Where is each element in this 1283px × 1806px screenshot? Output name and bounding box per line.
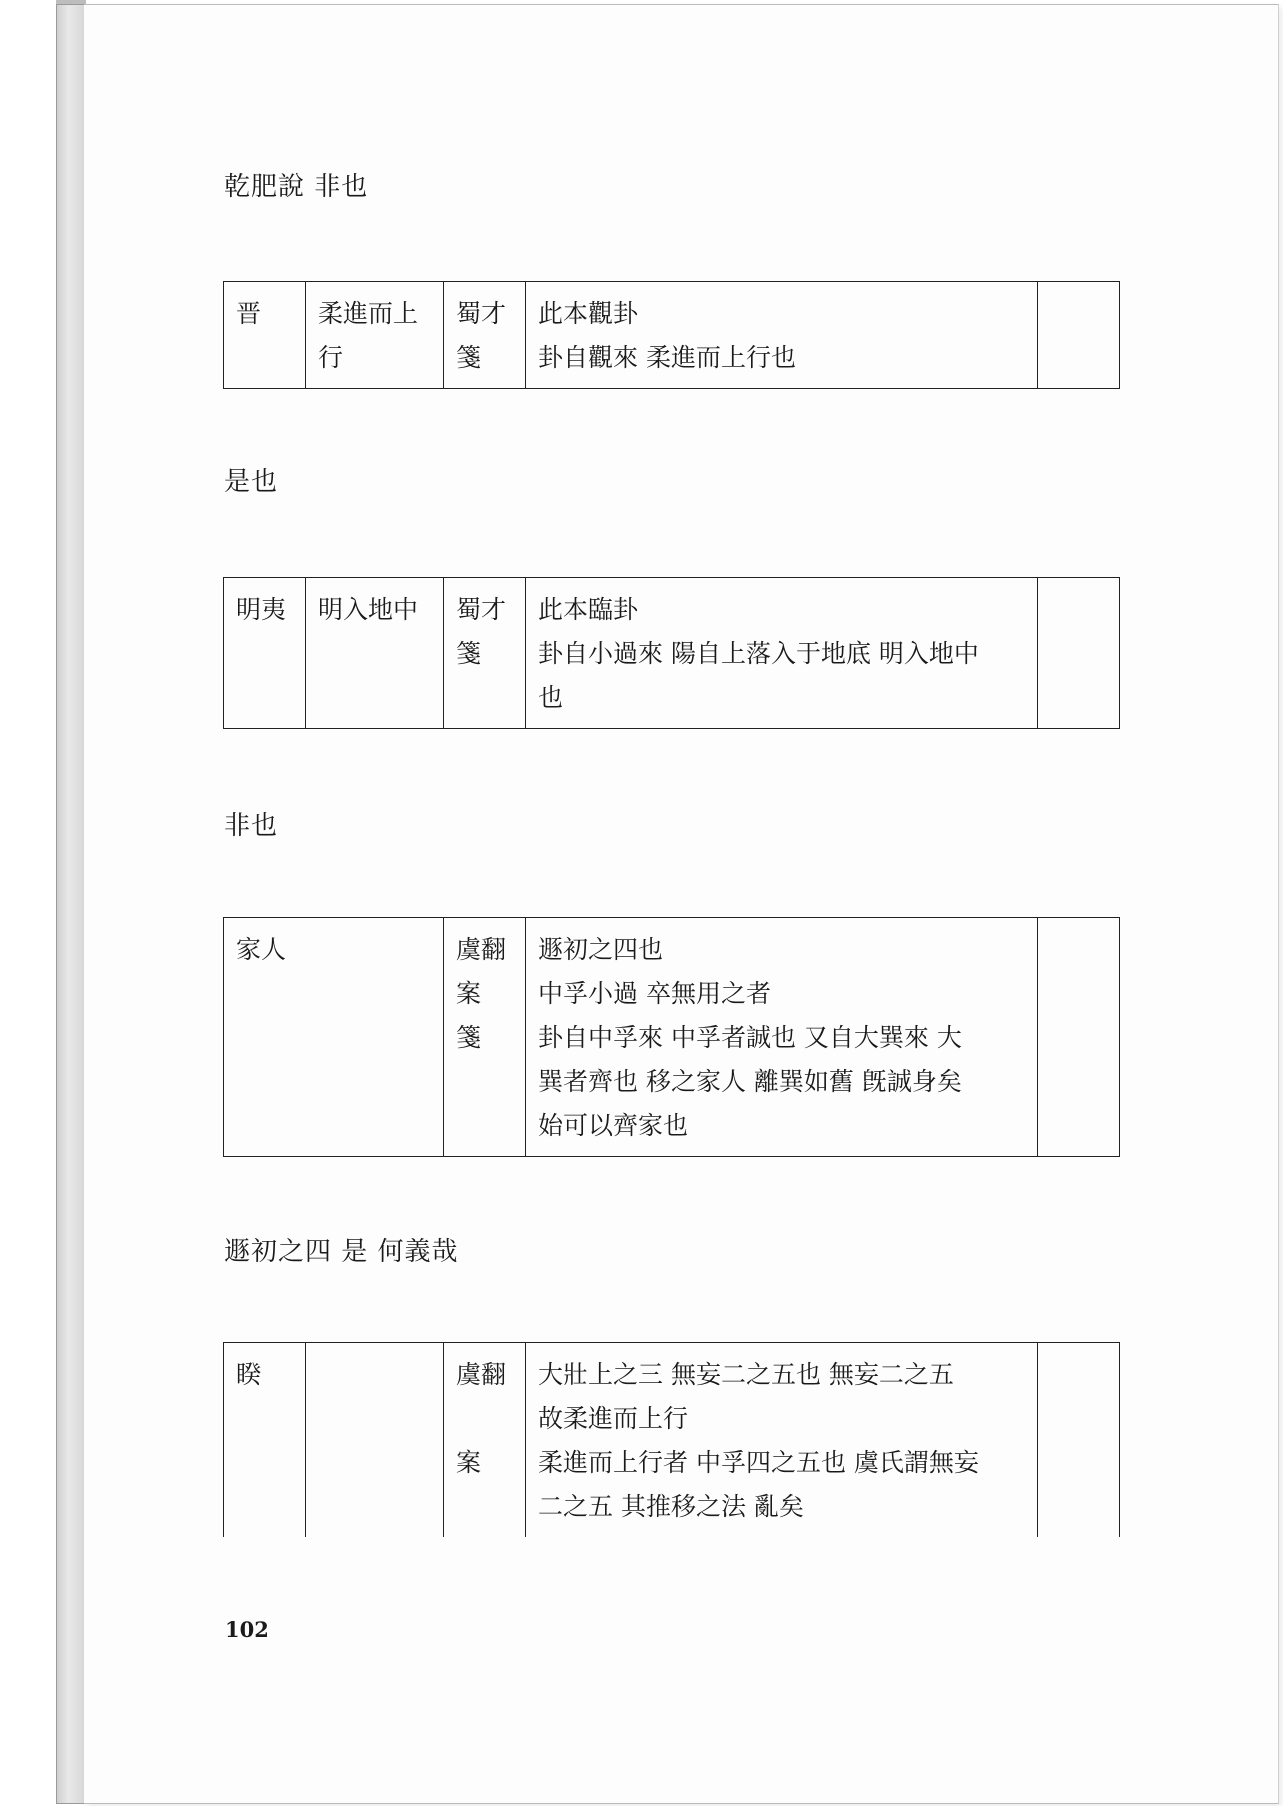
- phrase-cell: [306, 1343, 444, 1538]
- table-row: [224, 918, 1120, 1157]
- phrase-cell: 明入地中: [306, 578, 444, 729]
- extra-cell: [1038, 578, 1120, 729]
- entry-table-mingyi: [223, 577, 1120, 729]
- paragraph-3: 非也: [224, 811, 279, 841]
- source-cell: 虞翻 案 箋: [444, 918, 526, 1157]
- extra-cell: [1038, 282, 1120, 389]
- extra-cell: [1038, 1343, 1120, 1538]
- source-cell: 蜀才 箋: [444, 578, 526, 729]
- entry-table-kui: [223, 1342, 1120, 1537]
- table-row: [224, 1343, 1120, 1538]
- extra-cell: [1038, 918, 1120, 1157]
- commentary-cell: 此本臨卦 卦自小過來 陽自上落入于地底 明入地中 也: [526, 578, 1038, 729]
- commentary-cell: 此本觀卦 卦自觀來 柔進而上行也: [526, 282, 1038, 389]
- entry-table-jiaren: [223, 917, 1120, 1157]
- paragraph-1: 乾肥說 非也: [224, 172, 369, 202]
- hexagram-cell: 睽: [224, 1343, 306, 1538]
- table-row: [224, 578, 1120, 729]
- paragraph-4: 遯初之四 是 何義哉: [224, 1237, 459, 1267]
- hexagram-cell: 晋: [224, 282, 306, 389]
- hexagram-cell: 明夷: [224, 578, 306, 729]
- hexagram-cell: 家人: [224, 918, 444, 1157]
- book-spine: [56, 4, 86, 1804]
- source-cell: 虞翻 案: [444, 1343, 526, 1538]
- phrase-cell: 柔進而上 行: [306, 282, 444, 389]
- paragraph-2: 是也: [224, 467, 279, 497]
- commentary-cell: 大壯上之三 無妄二之五也 無妄二之五 故柔進而上行 柔進而上行者 中孚四之五也 虞氏謂無妄 二之五 其推移之法 亂矣: [526, 1343, 1038, 1538]
- entry-table-jin: [223, 281, 1120, 389]
- page-number: 102: [225, 1617, 269, 1642]
- commentary-cell: 遯初之四也 中孚小過 卒無用之者 卦自中孚來 中孚者誠也 又自大巽來 大 巽者齊也 移之家人 離巽如舊 旣誠身矣 始可以齊家也: [526, 918, 1038, 1157]
- source-cell: 蜀才 箋: [444, 282, 526, 389]
- table-row: [224, 282, 1120, 389]
